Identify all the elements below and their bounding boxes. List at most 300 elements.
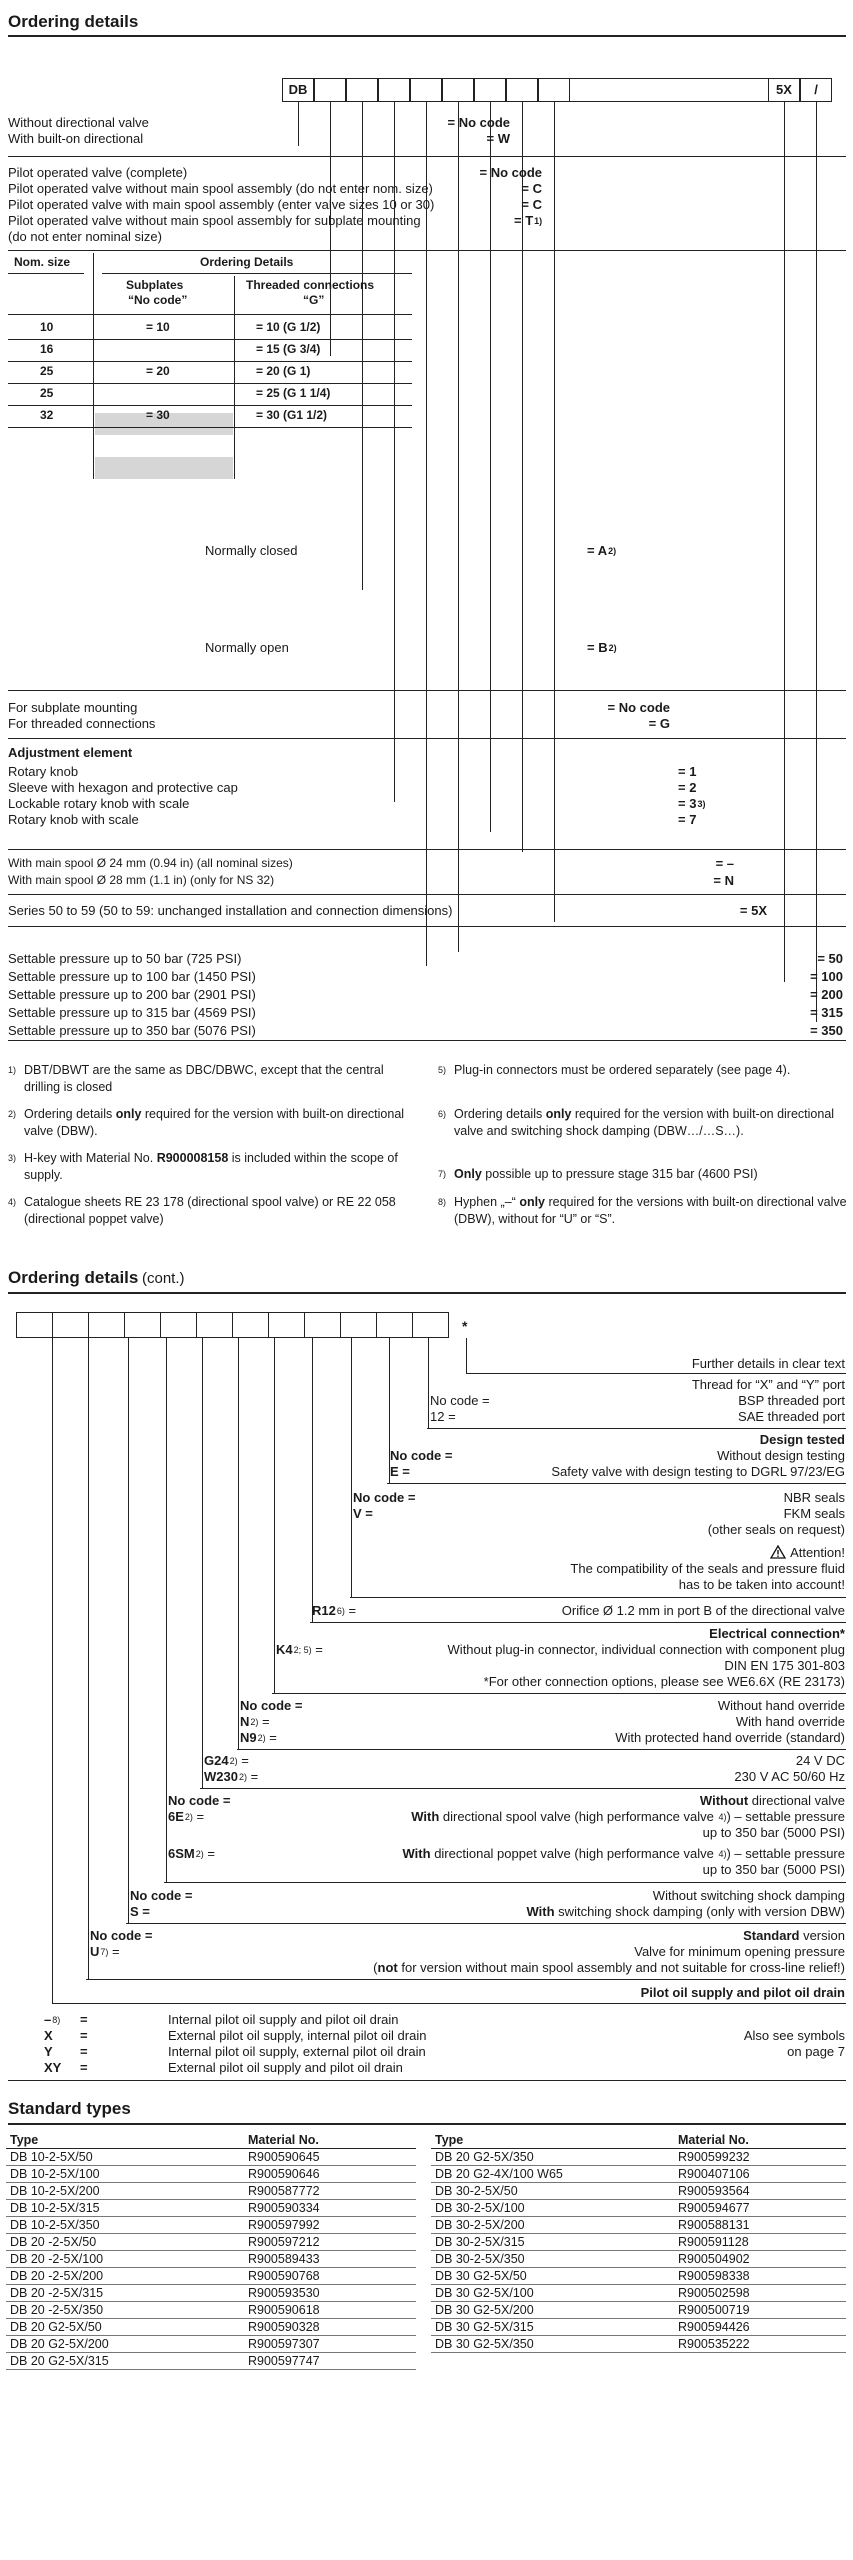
option-code: = 350 (810, 1023, 843, 1038)
option-label: Pilot operated valve with main spool assembly (enter valve sizes 10 or 30) (8, 197, 435, 212)
option-label: Settable pressure up to 100 bar (1450 PSI) (8, 969, 256, 984)
option-label: Settable pressure up to 50 bar (725 PSI) (8, 951, 242, 966)
type-cell: DB 10-2-5X/315 (6, 2200, 244, 2217)
leader-line (554, 102, 555, 922)
section-title: Ordering details (8, 12, 139, 31)
option-code: W230$^{2)}$ = (204, 1769, 259, 1784)
option-label: Settable pressure up to 200 bar (2901 PSI) (8, 987, 256, 1002)
option-code: = $B^{2)}$ (587, 640, 617, 655)
material-cell: R900587772 (244, 2183, 416, 2200)
table-row (431, 2285, 846, 2302)
option-code: No code = (130, 1888, 193, 1903)
section-title: Ordering details (cont.) (8, 1268, 185, 1287)
option-code: $N^{2)}$ = (240, 1714, 270, 1729)
table-row (6, 2200, 416, 2217)
code-box (88, 1312, 125, 1338)
option-text: (not for version without main spool assembly and not suitable for cross-line relief!) (373, 1960, 845, 1975)
leader-line (88, 1338, 89, 1979)
option-label: (do not enter nominal size) (8, 229, 162, 244)
option-text: FKM seals (783, 1506, 845, 1521)
option-code: R12$^{6)}$ = (312, 1603, 357, 1618)
code-box (232, 1312, 269, 1338)
table-row (431, 2234, 846, 2251)
material-cell: R900590646 (244, 2166, 416, 2183)
table-row (6, 2217, 416, 2234)
code-box (346, 78, 378, 102)
option-code: Y (44, 2044, 53, 2059)
material-cell: R900597747 (244, 2353, 416, 2370)
option-code: = No code (479, 165, 542, 180)
material-cell: R900590768 (244, 2268, 416, 2285)
option-text: Valve for minimum opening pressure (634, 1944, 845, 1959)
option-label: Pilot operated valve without main spool assembly (do not enter nom. size) (8, 181, 433, 196)
option-code: V = (353, 1506, 373, 1521)
threaded-code: = 20 (G 1) (256, 364, 311, 378)
option-code: No code = (90, 1928, 153, 1943)
option-code: No code = (390, 1448, 453, 1463)
divider (8, 894, 846, 895)
option-code: = 2 (678, 780, 697, 795)
material-cell: R900535222 (674, 2336, 846, 2353)
table-row (6, 2166, 416, 2183)
option-code: XY (44, 2060, 62, 2075)
title-rule (8, 35, 846, 37)
option-label: Rotary knob (8, 764, 79, 779)
code-box (314, 78, 346, 102)
type-cell: DB 20 -2-5X/100 (6, 2251, 244, 2268)
option-text: up to 350 bar (5000 PSI) (702, 1862, 845, 1877)
title-rule (8, 1292, 846, 1294)
code-box (378, 78, 410, 102)
option-text: Standard version (743, 1928, 845, 1943)
footnote-number: 5) (438, 1065, 447, 1075)
option-code: = No code (607, 700, 670, 715)
option-code: –$^{8)}$ (44, 2012, 61, 2027)
table-rule (93, 253, 94, 479)
option-code: = 7 (678, 812, 697, 827)
option-equals: = (80, 2060, 88, 2075)
option-equals: = (80, 2044, 88, 2059)
divider (8, 2080, 846, 2081)
leader-line (426, 102, 427, 966)
option-code: S = (130, 1904, 150, 1919)
footnote-text: Ordering details only required for the version with built-on directional valve (DBW). (24, 1107, 405, 1138)
type-cell: DB 20 G2-4X/100 W65 (431, 2166, 674, 2183)
option-text: Orifice Ø 1.2 mm in port B of the directional valve (561, 1603, 845, 1618)
option-text: The compatibility of the seals and pressure fluid (570, 1561, 845, 1576)
col-header: Type (431, 2132, 674, 2149)
option-text: With directional spool valve (high performance valve $^{4)}$) – settable pressure (411, 1809, 845, 1824)
table-row (431, 2268, 846, 2285)
option-text: on page 7 (787, 2044, 845, 2059)
table-row (431, 2183, 846, 2200)
option-label: Settable pressure up to 315 bar (4569 PSI) (8, 1005, 256, 1020)
option-text: DIN EN 175 301-803 (724, 1658, 845, 1673)
option-text: Internal pilot oil supply and pilot oil drain (168, 2012, 399, 2027)
table-row (6, 2336, 416, 2353)
code-box (442, 78, 474, 102)
option-text: (other seals on request) (707, 1522, 845, 1537)
footnote-text: Ordering details only required for the version with built-on directional valve and switching shock damping (DBW…/…S…). (454, 1107, 835, 1138)
table-row (431, 2149, 846, 2166)
option-code: = N (713, 873, 734, 888)
option-code: No code = (353, 1490, 416, 1505)
footnote-number: 6) (438, 1109, 447, 1119)
option-label: With main spool Ø 28 mm (1.1 in) (only for NS 32) (8, 873, 275, 887)
material-cell: R900599232 (674, 2149, 846, 2166)
option-code: = – (715, 856, 734, 871)
option-equals: = (80, 2028, 88, 2043)
leader-line (458, 102, 459, 952)
option-code: = W (486, 131, 510, 146)
standard-types-title: Standard types (8, 2099, 131, 2118)
footnote-number: 8) (438, 1197, 447, 1207)
type-cell: DB 30-2-5X/315 (431, 2234, 674, 2251)
table-rule (8, 314, 412, 315)
option-code: No code = (168, 1793, 231, 1808)
type-cell: DB 20 -2-5X/350 (6, 2302, 244, 2319)
option-code: = 50 (817, 951, 843, 966)
leader-line (274, 1338, 275, 1693)
divider (8, 690, 846, 691)
type-cell: DB 20 -2-5X/315 (6, 2285, 244, 2302)
option-text: Without hand override (717, 1698, 845, 1713)
option-code: = 200 (810, 987, 843, 1002)
nom-size: 25 (40, 364, 54, 378)
divider (310, 1622, 846, 1623)
divider (350, 1597, 846, 1598)
option-text: With protected hand override (standard) (615, 1730, 845, 1745)
table-row (6, 2234, 416, 2251)
group-title: Pilot oil supply and pilot oil drain (640, 1985, 845, 2000)
option-equals: = (80, 2012, 88, 2027)
col-header: Material No. (244, 2132, 416, 2149)
footnote-number: 7) (438, 1169, 447, 1179)
subplate-code: = 30 (146, 408, 170, 422)
material-cell: R900589433 (244, 2251, 416, 2268)
type-cell: DB 20 G2-5X/350 (431, 2149, 674, 2166)
option-code: X (44, 2028, 53, 2043)
leader-line (238, 1338, 239, 1749)
option-text: With directional poppet valve (high performance valve $^{4)}$) – settable pressure (402, 1846, 845, 1861)
code-box (538, 78, 570, 102)
warning-icon (770, 1545, 786, 1559)
option-text: 230 V AC 50/60 Hz (734, 1769, 845, 1784)
table-rule (8, 383, 412, 384)
option-text: SAE threaded port (738, 1409, 845, 1424)
option-code: = 315 (810, 1005, 843, 1020)
divider (237, 1749, 846, 1750)
material-cell: R900590645 (244, 2149, 416, 2166)
option-label: Pilot operated valve without main spool assembly for subplate mounting (8, 213, 421, 228)
table-rule (102, 273, 412, 274)
code-box (376, 1312, 413, 1338)
option-text: With switching shock damping (only with version DBW) (526, 1904, 845, 1919)
divider (8, 849, 846, 850)
col-header: Ordering Details (200, 255, 294, 269)
table-rule (8, 405, 412, 406)
table-row (431, 2166, 846, 2183)
threaded-code: = 30 (G1 1/2) (256, 408, 328, 422)
leader-line (466, 1338, 467, 1373)
option-label: Normally open (205, 640, 289, 655)
material-cell: R900593564 (674, 2183, 846, 2200)
footnote-text: DBT/DBWT are the same as DBC/DBWC, except that the central drilling is closed (24, 1063, 384, 1094)
type-cell: DB 20 G2-5X/50 (6, 2319, 244, 2336)
option-label: Sleeve with hexagon and protective cap (8, 780, 238, 795)
code-box (410, 78, 442, 102)
divider (8, 1040, 846, 1041)
standard-types-table-left (6, 2132, 416, 2370)
code-strip-edge (570, 78, 768, 79)
col-header: Nom. size (14, 255, 71, 269)
divider (8, 738, 846, 739)
table-row (431, 2302, 846, 2319)
code-box (124, 1312, 161, 1338)
option-text: up to 350 bar (5000 PSI) (702, 1825, 845, 1840)
code-box (196, 1312, 233, 1338)
option-code: K4$^{2; 5)}$ = (276, 1642, 323, 1657)
threaded-code: = 10 (G 1/2) (256, 320, 321, 334)
divider (427, 1428, 846, 1429)
leader-line (428, 1338, 429, 1428)
group-title: Electrical connection* (709, 1626, 845, 1641)
threaded-code: = 25 (G 1 1/4) (256, 386, 331, 400)
option-label: Rotary knob with scale (8, 812, 139, 827)
leader-line (298, 102, 299, 146)
leader-line (816, 102, 817, 1022)
option-code: 12 = (430, 1409, 456, 1424)
code-box (506, 78, 538, 102)
type-cell: DB 30 G2-5X/200 (431, 2302, 674, 2319)
table-row (6, 2149, 416, 2166)
footnote-text: Plug-in connectors must be ordered separately (see page 4). (454, 1063, 791, 1077)
type-cell: DB 30 G2-5X/50 (431, 2268, 674, 2285)
leader-line (202, 1338, 203, 1788)
option-text: Without design testing (717, 1448, 845, 1463)
option-text: Also see symbols (743, 2028, 845, 2043)
table-rule (234, 276, 235, 479)
leader-line (351, 1338, 352, 1597)
cell-shading (95, 457, 233, 479)
option-code: 6SM$^{2)}$ = (168, 1846, 215, 1861)
footnote-text: Hyphen „–“ only required for the versions with built-on directional valve (DBW), without for “U” or “S”. (454, 1195, 847, 1226)
leader-line (784, 102, 785, 982)
threaded-code: = 15 (G 3/4) (256, 342, 321, 356)
standard-types-table-right (431, 2132, 846, 2353)
option-label: With main spool Ø 24 mm (0.94 in) (all nominal sizes) (8, 856, 293, 870)
divider (272, 1693, 846, 1694)
material-cell: R900591128 (674, 2234, 846, 2251)
material-cell: R900588131 (674, 2217, 846, 2234)
col-header: “G” (303, 293, 325, 307)
adjustment-title: Adjustment element (8, 745, 133, 760)
table-row (6, 2183, 416, 2200)
type-cell: DB 30-2-5X/100 (431, 2200, 674, 2217)
option-text: Thread for “X” and “Y” port (691, 1377, 845, 1392)
leader-line (52, 1338, 53, 2003)
table-rule (8, 427, 412, 428)
type-cell: DB 30-2-5X/350 (431, 2251, 674, 2268)
option-text: BSP threaded port (738, 1393, 845, 1408)
option-code: = 100 (810, 969, 843, 984)
nom-size: 32 (40, 408, 54, 422)
option-code: = C (521, 197, 542, 212)
material-cell: R900590328 (244, 2319, 416, 2336)
material-cell: R900590618 (244, 2302, 416, 2319)
leader-line (330, 102, 331, 356)
option-text: *For other connection options, please see WE6.6X (RE 23173) (483, 1674, 845, 1689)
option-code: N9$^{2)}$ = (240, 1730, 277, 1745)
code-box (474, 78, 506, 102)
table-rule (8, 361, 412, 362)
leader-line (490, 102, 491, 832)
material-cell: R900598338 (674, 2268, 846, 2285)
table-row (431, 2217, 846, 2234)
table-row (6, 2285, 416, 2302)
option-text: Further details in clear text (691, 1356, 845, 1371)
type-cell: DB 10-2-5X/100 (6, 2166, 244, 2183)
option-text: NBR seals (783, 1490, 845, 1505)
option-text: Without directional valve (699, 1793, 845, 1808)
option-code: No code = (430, 1393, 490, 1408)
divider (86, 1979, 846, 1980)
option-text: Safety valve with design testing to DGRL 97/23/EG (551, 1464, 845, 1479)
option-code: E = (390, 1464, 410, 1479)
nom-size: 10 (40, 320, 54, 334)
type-cell: DB 20 G2-5X/200 (6, 2336, 244, 2353)
type-cell: DB 20 -2-5X/50 (6, 2234, 244, 2251)
option-code: $U^{7)}$ = (90, 1944, 120, 1959)
option-text: Internal pilot oil supply, external pilot oil drain (168, 2044, 426, 2059)
divider (164, 1882, 846, 1883)
divider (387, 1483, 846, 1484)
divider (200, 1788, 846, 1789)
col-header: “No code” (128, 293, 188, 307)
option-code: = 1 (678, 764, 697, 779)
option-label: With built-on directional (8, 131, 144, 146)
material-cell: R900597212 (244, 2234, 416, 2251)
leader-line (128, 1338, 129, 1923)
subplate-code: = 10 (146, 320, 170, 334)
divider (466, 1373, 846, 1374)
type-cell: DB 10-2-5X/50 (6, 2149, 244, 2166)
footnote-number: 3) (8, 1153, 17, 1163)
divider (8, 250, 846, 251)
type-cell: DB 30 G2-5X/100 (431, 2285, 674, 2302)
option-label: Pilot operated valve (complete) (8, 165, 188, 180)
option-text: Without switching shock damping (652, 1888, 845, 1903)
table-row (6, 2251, 416, 2268)
option-code: = $3^{3)}$ (678, 796, 706, 811)
type-cell: DB 30 G2-5X/350 (431, 2336, 674, 2353)
code-box (16, 1312, 53, 1338)
table-row (6, 2353, 416, 2370)
table-row (431, 2251, 846, 2268)
material-cell: R900504902 (674, 2251, 846, 2268)
table-row (6, 2302, 416, 2319)
type-cell: DB 10-2-5X/350 (6, 2217, 244, 2234)
leader-line (312, 1338, 313, 1622)
type-cell: DB 20 -2-5X/200 (6, 2268, 244, 2285)
footnote-text: Only possible up to pressure stage 315 bar (4600 PSI) (454, 1167, 758, 1181)
material-cell: R900590334 (244, 2200, 416, 2217)
type-cell: DB 30-2-5X/200 (431, 2217, 674, 2234)
option-code: = G (648, 716, 670, 731)
col-header: Type (6, 2132, 244, 2149)
option-label: Lockable rotary knob with scale (8, 796, 190, 811)
material-cell: R900502598 (674, 2285, 846, 2302)
option-label: Normally closed (205, 543, 298, 558)
divider (126, 1923, 846, 1924)
code-box (268, 1312, 305, 1338)
col-header: Subplates (126, 278, 184, 292)
subplate-code: = 20 (146, 364, 170, 378)
option-text: With hand override (735, 1714, 845, 1729)
option-text: has to be taken into account! (678, 1577, 845, 1592)
footnote-text: Catalogue sheets RE 23 178 (directional spool valve) or RE 22 058 (directional poppet valve) (24, 1195, 396, 1226)
material-cell: R900594426 (674, 2319, 846, 2336)
col-header: Material No. (674, 2132, 846, 2149)
table-row (431, 2319, 846, 2336)
type-cell: DB 20 G2-5X/315 (6, 2353, 244, 2370)
option-code: = 5X (739, 903, 767, 918)
code-box: / (800, 78, 832, 102)
table-row (6, 2319, 416, 2336)
attention-line: Attention! (770, 1545, 845, 1561)
footnote-text: H-key with Material No. R900008158 is included within the scope of supply. (24, 1151, 398, 1182)
divider (8, 156, 846, 157)
material-cell: R900597307 (244, 2336, 416, 2353)
material-cell: R900594677 (674, 2200, 846, 2217)
code-box (304, 1312, 341, 1338)
leader-line (362, 102, 363, 590)
code-box (52, 1312, 89, 1338)
table-row (431, 2336, 846, 2353)
option-code: = C (521, 181, 542, 196)
option-text: External pilot oil supply and pilot oil drain (168, 2060, 403, 2075)
code-strip-edge (570, 101, 768, 102)
option-label: Without directional valve (8, 115, 149, 130)
option-label: For subplate mounting (8, 700, 138, 715)
code-box: DB (282, 78, 314, 102)
table-rule (8, 339, 412, 340)
nom-size: 25 (40, 386, 54, 400)
code-box: 5X (768, 78, 800, 102)
asterisk: * (462, 1318, 468, 1334)
option-code: = No code (447, 115, 510, 130)
footnote-number: 4) (8, 1197, 17, 1207)
material-cell: R900597992 (244, 2217, 416, 2234)
footnote-number: 2) (8, 1109, 17, 1119)
table-rule (8, 273, 84, 274)
material-cell: R900500719 (674, 2302, 846, 2319)
option-text: External pilot oil supply, internal pilot oil drain (168, 2028, 427, 2043)
option-label: Settable pressure up to 350 bar (5076 PSI) (8, 1023, 256, 1038)
leader-line (166, 1338, 167, 1882)
option-code: G24$^{2)}$ = (204, 1753, 249, 1768)
option-label: Series 50 to 59 (50 to 59: unchanged installation and connection dimensions) (8, 903, 453, 918)
material-cell: R900593530 (244, 2285, 416, 2302)
col-header: Threaded connections (246, 278, 375, 292)
type-cell: DB 30 G2-5X/315 (431, 2319, 674, 2336)
table-row (431, 2200, 846, 2217)
nom-size: 16 (40, 342, 54, 356)
option-code: No code = (240, 1698, 303, 1713)
code-box (412, 1312, 449, 1338)
option-code: = $T^{1)}$ (514, 213, 543, 228)
title-rule (8, 2123, 846, 2125)
